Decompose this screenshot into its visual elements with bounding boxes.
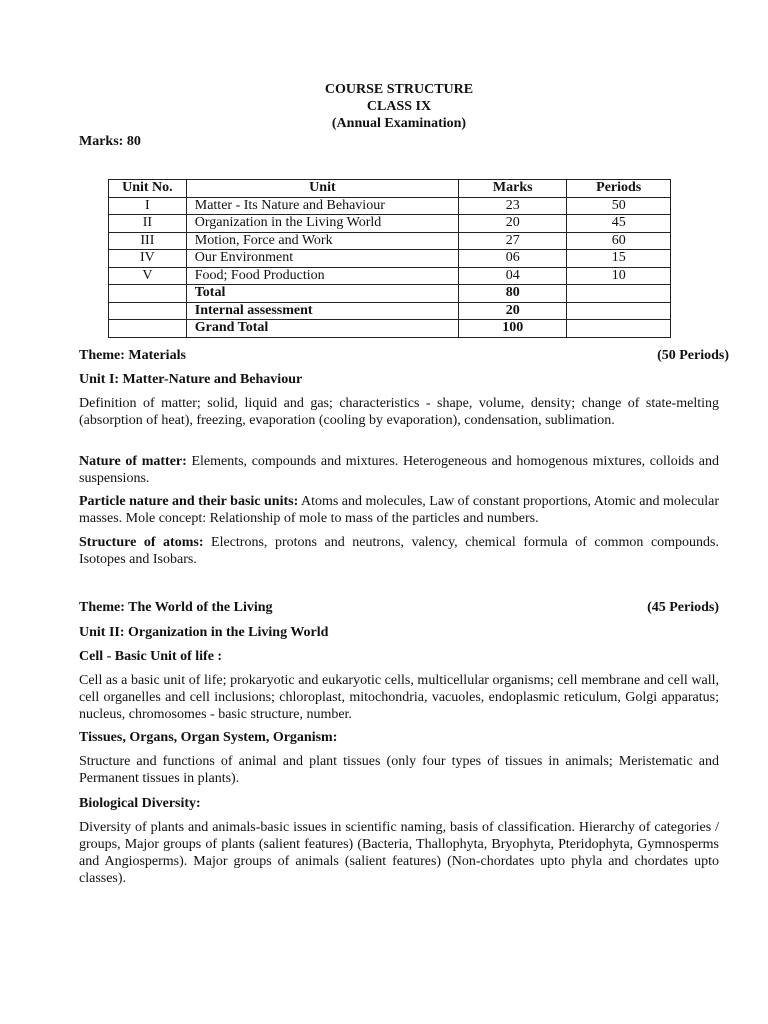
cell-paragraph: Cell as a basic unit of life; prokaryotic and eukaryotic cells, multicellular organisms; cell membrane and cell wall, cell organelles and cell inclusions; chloroplast, mitochondria, vacuoles, endoplasmic reticulum, Golgi apparatus; nucleus, chromosomes - basic structure, number. xyxy=(79,673,719,722)
biological-diversity-paragraph: Diversity of plants and animals-basic issues in scientific naming, basis of classification. Hierarchy of categories / groups, Major groups of plants (salient features) (Bacteria, Thallophyta, Bryophyta, Pteridophyta, Gymnosperms and Angiosperms). Major groups of animals (salient features) (Non-chordates upto phyla and chordates upto classes). xyxy=(79,820,719,886)
table-row xyxy=(109,232,671,250)
unit-marks: 23 xyxy=(459,197,567,215)
doc-subtitle: (Annual Examination) xyxy=(331,116,467,131)
tissues-heading: Tissues, Organs, Organ System, Organism: xyxy=(79,730,338,745)
unit-no: V xyxy=(109,267,187,285)
unit-periods: 50 xyxy=(567,197,671,215)
unit-no: I xyxy=(109,197,187,215)
theme-periods: (50 Periods) xyxy=(657,348,729,363)
cell-heading: Cell - Basic Unit of life : xyxy=(79,649,223,664)
tissues-paragraph: Structure and functions of animal and plant tissues (only four types of tissues in animals; Meristematic and Permanent tissues in plants). xyxy=(79,754,719,786)
nature-of-matter-paragraph xyxy=(79,453,719,487)
unit-name: Organization in the Living World xyxy=(186,215,458,233)
header-unit-no: Unit No. xyxy=(109,180,187,198)
biological-diversity-heading: Biological Diversity: xyxy=(79,796,201,811)
table-row xyxy=(109,197,671,215)
theme-title: Theme: Materials xyxy=(79,348,186,363)
unit-name: Matter - Its Nature and Behaviour xyxy=(186,197,458,215)
unit-2-heading: Unit II: Organization in the Living World xyxy=(79,625,329,640)
unit-no: II xyxy=(109,215,187,233)
unit-1-heading: Unit I: Matter-Nature and Behaviour xyxy=(79,372,303,387)
paragraph-body: Elements, compounds and mixtures. Heterogeneous and homogenous mixtures, colloids and suspensions. xyxy=(79,454,719,486)
unit-1-definition: Definition of matter; solid, liquid and gas; characteristics - shape, volume, density; change of state-melting (absorption of heat), freezing, evaporation (cooling by evaporation), condensation, sublimation. xyxy=(79,396,719,428)
total-marks: 80 xyxy=(459,285,567,303)
paragraph-body: Atoms and molecules, Law of constant proportions, Atomic and molecular masses. Mole concept: Relationship of mole to mass of the particles and numbers. xyxy=(79,494,719,526)
unit-periods: 60 xyxy=(567,232,671,250)
unit-no: III xyxy=(109,232,187,250)
paragraph-body: Electrons, protons and neutrons, valency, chemical formula of common compounds. Isotopes and Isobars. xyxy=(79,535,720,567)
unit-marks: 04 xyxy=(459,267,567,285)
header-unit: Unit xyxy=(186,180,458,198)
table-header-row xyxy=(109,180,671,198)
paragraph-lead: Nature of matter: xyxy=(79,454,187,469)
unit-name: Our Environment xyxy=(186,250,458,268)
doc-class: CLASS IX xyxy=(366,99,432,114)
table-row xyxy=(109,267,671,285)
unit-no: IV xyxy=(109,250,187,268)
header-periods: Periods xyxy=(567,180,671,198)
unit-marks: 27 xyxy=(459,232,567,250)
unit-name: Food; Food Production xyxy=(186,267,458,285)
paragraph-lead: Particle nature and their basic units: xyxy=(79,494,299,509)
structure-of-atoms-paragraph xyxy=(79,534,719,568)
paragraph-lead: Structure of atoms: xyxy=(79,535,204,550)
unit-periods: 15 xyxy=(567,250,671,268)
course-structure-table xyxy=(108,179,671,338)
total-label: Total xyxy=(186,285,458,303)
unit-periods: 10 xyxy=(567,267,671,285)
internal-assessment-label: Internal assessment xyxy=(186,302,458,320)
total-row xyxy=(109,285,671,303)
particle-nature-paragraph xyxy=(79,493,719,527)
unit-marks: 06 xyxy=(459,250,567,268)
theme-living-heading xyxy=(79,599,719,616)
internal-assessment-row xyxy=(109,302,671,320)
doc-title: COURSE STRUCTURE xyxy=(324,82,474,97)
theme-periods: (45 Periods) xyxy=(647,600,719,615)
unit-name: Motion, Force and Work xyxy=(186,232,458,250)
unit-periods: 45 xyxy=(567,215,671,233)
unit-marks: 20 xyxy=(459,215,567,233)
grand-total-row xyxy=(109,320,671,338)
header-marks: Marks xyxy=(459,180,567,198)
theme-materials-heading xyxy=(79,347,729,364)
internal-assessment-marks: 20 xyxy=(459,302,567,320)
marks-label: Marks: 80 xyxy=(79,134,141,149)
grand-total-marks: 100 xyxy=(459,320,567,338)
theme-title: Theme: The World of the Living xyxy=(79,600,273,615)
table-row xyxy=(109,215,671,233)
grand-total-label: Grand Total xyxy=(186,320,458,338)
table-row xyxy=(109,250,671,268)
